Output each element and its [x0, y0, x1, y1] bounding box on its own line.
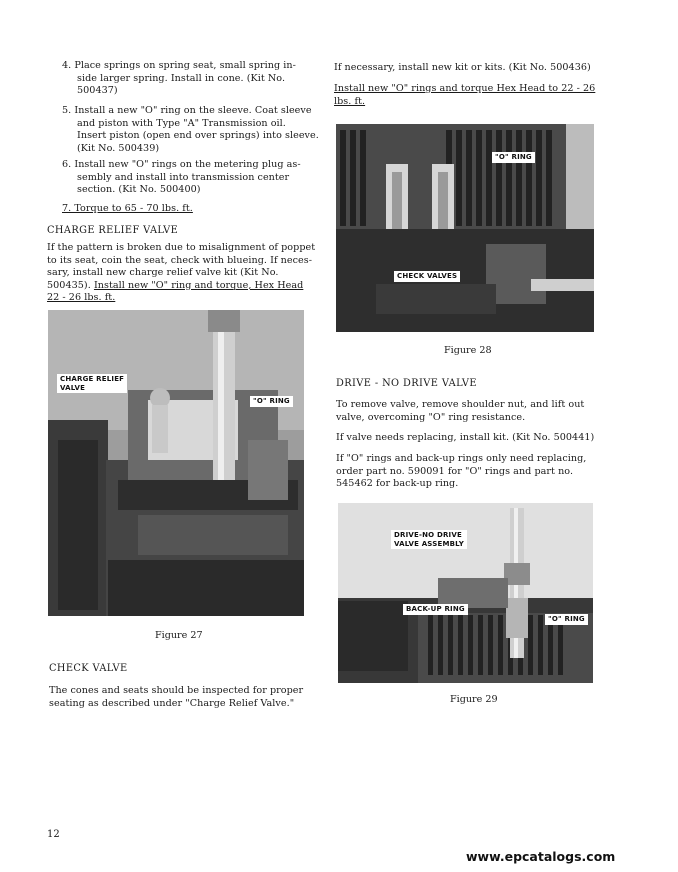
fig28-o-ring-label: "O" RING: [492, 152, 535, 163]
drive-paragraph-1: To remove valve, remove shoulder nut, and lift out valve, overcoming "O" ring resistance.: [336, 399, 585, 423]
figure-27-photo: [48, 310, 304, 616]
charge-relief-paragraph: If the pattern is broken due to misalignment of poppet to its seat, coin the seat, check with blueing. If neces- sary, install new charge relief valve kit (Kit No. 500435). Install new "O" ring and torque, Hex Head 22 - 26 lbs. ft.: [47, 242, 316, 304]
page-number: 12: [47, 829, 60, 840]
fig29-drive-valve-label: DRIVE-NO DRIVE VALVE ASSEMBLY: [391, 530, 467, 549]
fig27-o-ring-label: "O" RING: [250, 396, 293, 407]
figure-28-photo: [336, 124, 594, 332]
step-4: 4. Place springs on spring seat, small spring in- side larger spring. Install in cone. (Kit No. 500437): [62, 60, 296, 97]
check-valve-heading: CHECK VALVE: [49, 663, 128, 674]
step-5: 5. Install a new "O" ring on the sleeve. Coat sleeve and piston with Type "A" Transmission oil. Insert piston (open end over springs) into sleeve. (Kit No. 500439): [62, 105, 319, 154]
step-7: 7. Torque to 65 - 70 lbs. ft.: [62, 203, 193, 214]
right-intro: If necessary, install new kit or kits. (Kit No. 500436): [334, 62, 591, 73]
fig27-charge-relief-label: CHARGE RELIEF VALVE: [57, 374, 127, 393]
right-intro-underlined: Install new "O" rings and torque Hex Head to 22 - 26 lbs. ft.: [334, 83, 596, 107]
fig29-o-ring-label: "O" RING: [545, 614, 588, 625]
step-6: 6. Install new "O" rings on the metering plug as- sembly and install into transmission center section. (Kit No. 500400): [62, 159, 301, 196]
figure-29-caption: Figure 29: [450, 694, 498, 705]
drive-paragraph-3: If "O" rings and back-up rings only need replacing, order part no. 590091 for "O" rings and part no. 545462 for back-up ring.: [336, 453, 587, 490]
check-valve-paragraph: The cones and seats should be inspected for proper seating as described under "Charge Relief Valve.": [49, 685, 304, 709]
charge-relief-heading: CHARGE RELIEF VALVE: [47, 225, 179, 236]
fig28-check-valves-label: CHECK VALVES: [394, 271, 460, 282]
figure-27-caption: Figure 27: [155, 630, 203, 641]
watermark: www.epcatalogs.com: [466, 849, 616, 864]
figure-28-caption: Figure 28: [444, 345, 492, 356]
drive-no-drive-heading: DRIVE - NO DRIVE VALVE: [336, 378, 477, 389]
fig29-back-up-ring-label: BACK-UP RING: [403, 604, 468, 615]
drive-paragraph-2: If valve needs replacing, install kit. (Kit No. 500441): [336, 432, 595, 443]
